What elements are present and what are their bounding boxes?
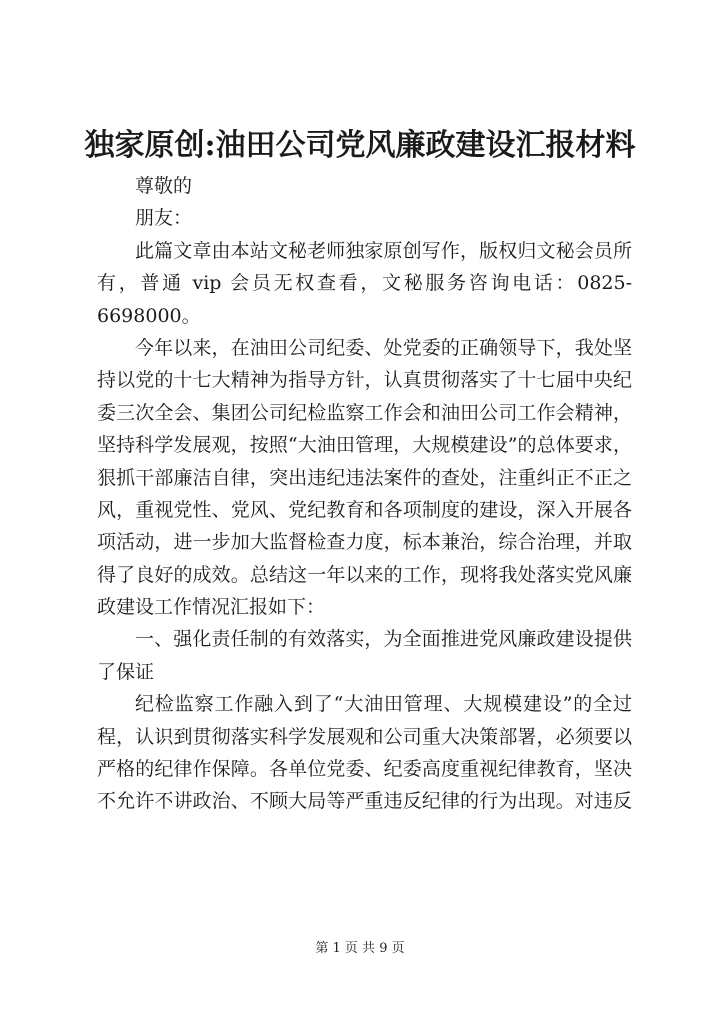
paragraph-line: 得了良好的成效。总结这一年以来的工作，现将我处落实党风廉 xyxy=(97,563,632,586)
page-number-footer: 第 1 页 共 9 页 xyxy=(315,941,405,956)
paragraph-line: 坚持科学发展观，按照“大油田管理，大规模建设”的总体要求， xyxy=(97,434,632,457)
paragraph-line: 持以党的十七大精神为指导方针，认真贯彻落实了十七届中央纪 xyxy=(97,369,632,392)
salutation-line-1: 尊敬的 xyxy=(135,175,193,197)
paragraph-line: 此篇文章由本站文秘老师独家原创写作，版权归文秘会员所 xyxy=(135,239,632,262)
paragraph-line: 今年以来，在油田公司纪委、处党委的正确领导下，我处坚 xyxy=(135,336,632,359)
paragraph-line: 不允许不讲政治、不顾大局等严重违反纪律的行为出现。对违反 xyxy=(97,790,632,813)
paragraph-line: 6698000。 xyxy=(97,304,201,327)
paragraph-line: 纪检监察工作融入到了“大油田管理、大规模建设”的全过 xyxy=(135,693,632,716)
document-body xyxy=(97,170,632,818)
paragraph-line: 狠抓干部廉洁自律，突出违纪违法案件的查处，注重纠正不正之 xyxy=(97,466,632,489)
salutation-line-2: 朋友： xyxy=(135,207,193,230)
paragraph-line: 程，认识到贯彻落实科学发展观和公司重大决策部署，必须要以 xyxy=(97,725,632,748)
paragraph-line: 委三次全会、集团公司纪检监察工作会和油田公司工作会精神， xyxy=(97,401,632,424)
section-heading-line: 一、强化责任制的有效落实，为全面推进党风廉政建设提供 xyxy=(135,628,632,651)
paragraph-line: 严格的纪律作保障。各单位党委、纪委高度重视纪律教育，坚决 xyxy=(97,758,632,781)
paragraph-line: 项活动，进一步加大监督检查力度，标本兼治，综合治理，并取 xyxy=(97,531,632,554)
section-heading-line: 了保证 xyxy=(97,660,155,683)
document-title: 独家原创:油田公司党风廉政建设汇报材料 xyxy=(84,128,636,163)
paragraph-line: 有，普通 vip 会员无权查看，文秘服务咨询电话：0825- xyxy=(97,272,632,295)
paragraph-line: 政建设工作情况汇报如下： xyxy=(97,596,326,619)
paragraph-line: 风，重视党性、党风、党纪教育和各项制度的建设，深入开展各 xyxy=(97,498,632,521)
